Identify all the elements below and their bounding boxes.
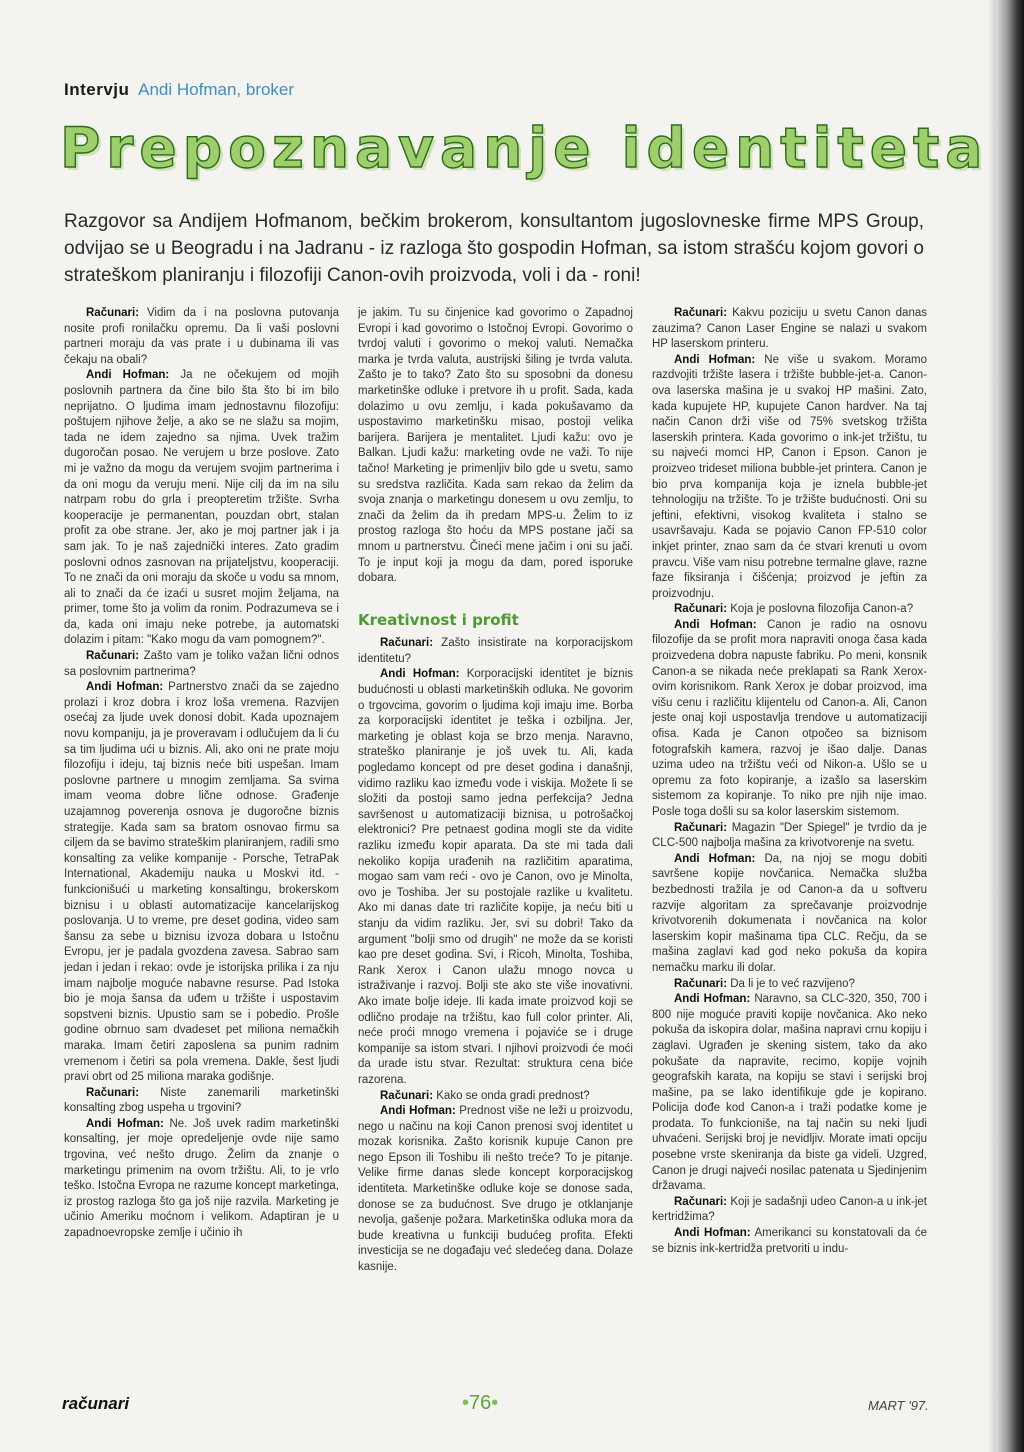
footer-magazine-name: računari (62, 1394, 130, 1413)
speaker-label: Andi Hofman: (674, 618, 757, 631)
article-paragraph (652, 353, 927, 603)
paragraph-text: Partnerstvo znači da se zajedno prolazi i kroz dobra i kroz loša vremena. Razvijen osećaj za ljude uvek donosi dobit. Kada upoznajem novu kompaniju, ja je proveravam i odlučujem da li ću sa tim ljudima ući u biznis. Ali, ako oni ne prate moju filozofiju i ideju, taj biznis neće biti uspešan. Imam poslovne partnere u mnogim zemljama. Sa svima imam veoma dobre lične odnose. Građenje uzajamnog poverenja osnova je dugoročne biznis strategije. Kada sam sa bratom osnovao firmu sa ciljem da se bavimo strateškim planiranjem, radili smo konsalting za velike kompanije - Porsche, TetraPak International, Akademiju nauka u Moskvi itd. - funkcionišući u marketing konsaltingu, brokerskom biznisu i u oblasti automatizacije kancelarijskog poslovanja. U to vreme, pre deset godina, video sam šansu za sebe u biznisu izvoza dobara u Istočnu Evropu, jer je padala gvozdena zavesa. Sabrao sam jedan i jedan i rekao: ovde je istorijska prilika i za nju imam najbolje moguće nabavne resurse. Pad Istoka bio je moja šansa da uđem u tržište i uspostavim sopstveni biznis. Upustio sam se i pobedio. Prošle godine obrnuo sam dvadeset pet miliona nemačkih maraka. Imam četiri zaposlena sa punim radnim vremenom i četiri sa pola vremena. Dakle, šest ljudi pravi obrt od 25 miliona maraka godišnje. (64, 681, 339, 1084)
footer-issue-date: MART '97. (868, 1398, 929, 1413)
paragraph-text: Ne više u svakom. Moramo razdvojiti tržište lasera i tržište bubble-jet-a. Canon-ova laserska mašina je u svakoj HP mašini. Zato, kada kupujete HP, kupujete Canon hardver. Na taj način Canon drži više od 75% svetskog tržišta laserskih printera. Kada govorimo o ink-jet tržištu, tu su najveći momci HP, Canon i Epson. Canon je proizveo trideset miliona bubble-jet printera. Canon je bio prva kompanija koja je iznela bubble-jet tehnologiju na tržište. To je tržište budućnosti. Oni su jeftini, efektivni, visokog kvaliteta i stalno se usavršavaju. Kada se pojavio Canon FP-510 color inkjet printer, znao sam da će stvari krenuti u ovom pravcu. Više vam nisu potrebne termalne glave, razne faze fiksiranja i čišćenja; proizvod je jeftin za proizvodnju. (652, 353, 927, 600)
paragraph-text: Da li je to već razvijeno? (730, 977, 855, 990)
paragraph-text: Prednost više ne leži u proizvodu, nego u načinu na koji Canon prenosi svoj identitet u mozak korisnika. Zašto korisnik kupuje Canon pre nego Epson ili Toshibu ili nešto treće? To je pitanje. Velike firme danas slede koncept korporacijskog identiteta. Marketinške odluke koje se donose sada, donose se za budućnost. Sve drugo je otklanjanje nevolja, gašenje požara. Marketinška odluka mora da bude kreativna u funkciji budućeg profita. Efekti investicija se ne događaju već sledećeg dana. Dolaze kasnije. (358, 1105, 633, 1274)
paragraph-text: Vidim da i na poslovna putovanja nosite profi ronilačku opremu. Da li vaši poslovni partneri moraju da vas prate i u dubinama ili vas čekaju na obali? (64, 307, 339, 366)
article-paragraph (64, 649, 339, 680)
article-paragraph (652, 852, 927, 977)
speaker-label: Računari: (674, 977, 728, 990)
article-paragraph (652, 821, 927, 852)
article-paragraph (64, 368, 339, 649)
section-label: Intervju (64, 80, 130, 99)
article-paragraph (64, 1117, 339, 1242)
page-marker-right: • (491, 1392, 499, 1414)
paragraph-text: Niste zanemarili marketinški konsalting zbog uspeha u trgovini? (64, 1086, 339, 1115)
article-headline: Prepoznavanje identiteta (60, 116, 989, 180)
article-column-3 (652, 306, 927, 1380)
page-number-text: 76 (469, 1392, 492, 1414)
article-paragraph (652, 306, 927, 353)
speaker-label: Andi Hofman: (86, 1117, 164, 1130)
paragraph-text: Ja ne očekujem od mojih poslovnih partnera da čine bilo šta što bi im bilo neprijatno. O ljudima imam jednostavnu filozofiju: poštujem njihove želje, a ako se ne slažu sa mojim, tada ne idem zajedno sa njima. Uvek tražim dugoročan posao. Ne verujem u brze poslove. Zato mi je važno da mogu da verujem svojim partnerima i da oni mogu da veruju meni. Nije cilj da im na silu natrpam robu do grla i preopteretim tržište. Svrha kooperacije je permanentan, pouzdan obrt, stalan profit za obe strane. Jer, ako je moj partner jak i ja sam jak. To je naš zajednički interes. Zato gradim poslovni odnos zasnovan na prijateljstvu, kooperaciji. To ne znači da oni moraju da skoče u vodu sa mnom, ali to znači da će izaći u susret mojim željama, na primer, tome što ja volim da ronim. Podrazumeva se i da, kada oni imaju neke potrebe, ja automatski dolazim i pitam: "Kako mogu da vam pomognem?". (64, 369, 339, 647)
speaker-label: Računari: (674, 1195, 728, 1208)
article-column-1 (64, 306, 339, 1380)
speaker-label: Računari: (380, 637, 434, 650)
page-binding-edge (996, 0, 1024, 1452)
speaker-label: Andi Hofman: (674, 1227, 751, 1240)
speaker-label: Računari: (380, 1089, 434, 1102)
article-paragraph (358, 636, 633, 667)
speaker-label: Andi Hofman: (86, 369, 170, 382)
paragraph-text: Canon je radio na osnovu filozofije da se profit mora napraviti onoga časa kada proizvedena dobra napuste fabriku. Po meni, konsnik Canon-a se nikada neće preklapati sa Rank Xerox-ovim korisnikom. Rank Xerox je dobar proizvod, ima višu cenu i različitu klijentelu od Canon-a. Ali, Canon jeste onaj koji uspostavlja trendove u automatizaciji ofisa. Kada je Canon otpočeo sa biznisom fotografskih kamera, razvoj je išao dalje. Danas uzima udeo na tržištu veći od Nikon-a. Ušlo se u opremu za foto kopiranje, a izašlo sa laserskim sistemom za kopiranje. To niko pre njih nije imao. Posle toga došli su sa kolor laserskim sistemom. (652, 618, 927, 818)
speaker-label: Računari: (674, 307, 728, 319)
paragraph-text: Koji je sadašnji udeo Canon-a u ink-jet kertridžima? (652, 1195, 927, 1224)
speaker-label: Andi Hofman: (380, 668, 460, 681)
article-paragraph (64, 680, 339, 1085)
speaker-label: Računari: (674, 821, 728, 834)
page-marker-left: • (462, 1392, 470, 1414)
article-paragraph (64, 306, 339, 368)
footer-page-number (462, 1392, 498, 1415)
article-paragraph (358, 306, 633, 587)
paragraph-text: Kako se onda gradi prednost? (436, 1089, 590, 1102)
article-paragraph (358, 1104, 633, 1276)
article-column-2 (358, 306, 633, 1380)
paragraph-text: Koja je poslovna filozofija Canon-a? (730, 603, 914, 616)
article-paragraph (652, 618, 927, 821)
article-paragraph (652, 977, 927, 993)
paragraph-text: je jakim. Tu su činjenice kad govorimo o Zapadnoj Evropi i kad govorimo o Istočnoj Evropi. Govorimo o tvrdoj valuti i govorimo o mekoj valuti. Nemačka marka je tvrda valuta, austrijski šiling je tvrda valuta. Zašto je to tako? Zato što su sposobni da donesu marketinške odluke i pretvore ih u profit. Sada, kada dolazimo u ovu zemlju, i kada pokušavamo da uspostavimo marketinšku misao, postoji velika barijera. Barijera je mentalitet. Ljudi kažu: ovo je Balkan. Ljudi kažu: marketing ovde ne važi. To nije tačno! Marketing je primenljiv bilo gde u svetu, samo su sredstva različita. Kada sam rekao da želim da svoja znanja o marketingu donesem u ovu zemlju, to znači da želim da ih predam MPS-u. Želim to iz prostog razloga što hoću da MPS postane jači sa mnom u partnerstvu. Čineći mene jačim i oni su jači. To je input koji ja mogu da dam, pored isporuke dobara. (358, 307, 633, 585)
article-paragraph (358, 1089, 633, 1105)
speaker-label: Andi Hofman: (674, 852, 756, 865)
paragraph-text: Da, na njoj se mogu dobiti savršene kopije novčanica. Nemačka služba bezbednosti tražila je od Canon-a da u softveru razvije algoritam za sprečavanje proizvodnje krivotvorenih dokumenata i novčanica na kolor laserskim kopir mašinama tipa CLC. Rečju, da se mašina zaglavi kad god neko pokuša da kopira nemačku marku ili dolar. (652, 852, 927, 974)
speaker-label: Andi Hofman: (86, 681, 164, 694)
article-paragraph (652, 1195, 927, 1226)
paragraph-text: Korporacijski identitet je biznis budućnosti u oblasti marketinških odluka. Ne govorim o trgovcima, govorim o ljudima koji imaju ime. Borba za korporacijski identitet je teška i ozbiljna. Jer, marketing je oblast koja se brzo menja. Naravno, strateško planiranje je još uvek tu. Ali, kada pogledamo koncept od pre deset godina i današnji, vidimo razliku kao između vode i viskija. Možete li se složiti da postoji samo jedna perfekcija? Jedna savršenost u automatizaciji biznisa, u potrošačkoj elektronici? Pre petnaest godina mogli ste da vidite razliku između kopir aparata. Da ste mi tada dali nekoliko kopija urađenih na različitim aparatima, mogao sam vam reći - ovo je Canon, ovo je Minolta, ovo je Toshiba. Jer su postojale razlike u kvalitetu. Ako mi danas date tri različite kopije, ja neću biti u stanju da vidim razliku. Jer, svi su dobri! Tako da argument "bolji smo od drugih" ne može da se koristi kao pre deset godina. Svi, i Ricoh, Minolta, Toshiba, Rank Xerox i Canon ulažu mnogo novca u istraživanje i razvoj. Bolji ste ako ste više inovativni. Ako imate bolje ideje. Ili kada imate proizvod koji se odlično prodaje na tržištu, kao full color printer. Ali, neće proći mnogo vremena i pojaviće se i druge kompanije sa istom stvari. I njihovi proizvodi će moći da urade istu stvar. Rezultat: struktura cena biće razorena. (358, 668, 633, 1086)
page-fold-shadow (988, 0, 996, 1452)
paragraph-text: Ne. Još uvek radim marketinški konsalting, jer moje opredeljenje ovde nije samo trgovina, već nešto drugo. Želim da znanje o marketingu primenim na ovom tržištu. Ali, to je vrlo teško. Istočna Evropa ne razume koncept marketinga, iz prostog razloga što ga još nije razvila. Marketing je učinio Ameriku moćnom i velikom. Adaptiran je u zapadnoevropske zemlje i učinio ih (64, 1117, 339, 1240)
speaker-label: Računari: (86, 650, 140, 663)
section-subtitle: Andi Hofman, broker (138, 80, 295, 99)
speaker-label: Andi Hofman: (674, 353, 756, 366)
article-paragraph (652, 602, 927, 618)
speaker-label: Računari: (86, 1086, 140, 1099)
article-paragraph (652, 992, 927, 1195)
paragraph-text: Zašto vam je toliko važan lični odnos sa poslovnim partnerima? (64, 650, 339, 678)
article-intro: Razgovor sa Andijem Hofmanom, bečkim brokerom, konsultantom jugoslovneske firme MPS Group, odvijao se u Beogradu i na Jadranu - iz razloga što gospodin Hofman, sa istom strašću kojom govori o strateškom planiranju i filozofiji Canon-ovih proizvoda, voli i da - roni! (64, 211, 924, 286)
paragraph-text: Kakvu poziciju u svetu Canon danas zauzima? Canon Laser Engine se nalazi u svakom HP laserskom printeru. (652, 307, 927, 351)
paragraph-text: Amerikanci su konstatovali da će se biznis ink-kertridža pretvoriti u indu- (652, 1227, 927, 1255)
speaker-label: Andi Hofman: (674, 993, 751, 1006)
speaker-label: Računari: (86, 307, 140, 319)
section-tag (64, 80, 294, 100)
speaker-label: Računari: (674, 603, 728, 616)
paragraph-text: Naravno, sa CLC-320, 350, 700 i 800 nije moguće praviti kopije novčanica. Ako neko pokuša da iskopira dolar, mašina napravi crnu kopiju i zaglavi. Ugrađen je skening sistem, tako da ako pokušate da napravite, recimo, kopije vojnih geografskih karata, na kopiju se stavi i serijski broj mašine, pa se lako identifikuje gde je kopirano. Policija dođe kod Canon-a i traži podatke kome je prodata. To funkcioniše, na taj način su neki ljudi uhvaćeni. Serijski broj je nevidljiv. Morate imati opciju posebne vrste skeniranja da biste ga videli. Uzgred, Canon je drugi najveći nosilac patenata u Sjedinjenim državama. (652, 993, 927, 1193)
paragraph-text: Zašto insistirate na korporacijskom identitetu? (358, 637, 633, 665)
paragraph-text: Magazin "Der Spiegel" je tvrdio da je CLC-500 najbolja mašina za krivotvorenje na svetu. (652, 821, 927, 850)
speaker-label: Andi Hofman: (380, 1105, 456, 1118)
article-paragraph (652, 1226, 927, 1257)
article-subheading: Kreativnost i profit (358, 610, 519, 629)
article-paragraph (64, 1086, 339, 1117)
article-paragraph (358, 667, 633, 1088)
